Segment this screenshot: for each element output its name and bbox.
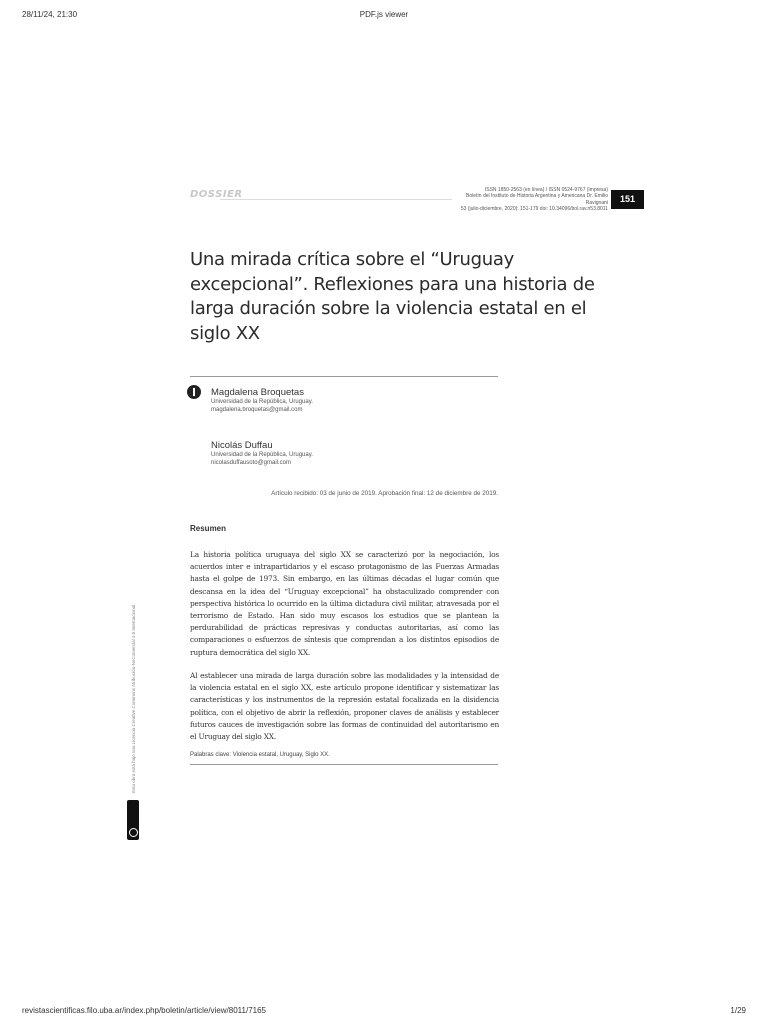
- print-footer: [0, 1000, 768, 1024]
- page-count: 1/29: [730, 1006, 746, 1015]
- author-name: Nicolás Duffau: [211, 440, 273, 451]
- print-datetime: 28/11/24, 21:30: [22, 10, 78, 19]
- author-email[interactable]: magdalena.broquetas@gmail.com: [211, 407, 303, 414]
- section-divider: [220, 199, 452, 200]
- author-name: Magdalena Broquetas: [211, 387, 304, 398]
- orcid-icon[interactable]: [187, 385, 201, 399]
- article-dates: Artículo recibido: 03 de junio de 2019. Aprobación final: 12 de diciembre de 2019.: [271, 490, 498, 497]
- author-affiliation: Universidad de la República, Uruguay.: [211, 452, 313, 458]
- page-url: revistascientificas.filo.uba.ar/index.php/boletin/article/view/8011/7165: [22, 1006, 266, 1015]
- keywords-divider: [190, 764, 498, 765]
- issn-block: [448, 187, 608, 212]
- section-label: DOSSIER: [190, 189, 243, 200]
- abstract-paragraph: Al establecer una mirada de larga duración sobre las modalidades y la intensidad de la violencia estatal en el siglo XX, este artículo propone identificar y sistematizar las características y los instrumentos de la represión estatal focalizada en la disidencia política, con el objetivo de abrir la reflexión, proponer claves de análisis y establecer futuros cauces de investigación sobre las formas de continuidad del autoritarismo en el Uruguay del siglo XX.: [190, 671, 499, 742]
- journal-line: Boletín del Instituto de Historia Argentina y Americana Dr. Emilio Ravignani: [465, 193, 608, 206]
- issn-line: ISSN 1850-2563 (en línea) / ISSN 0524-9767 (impresa): [484, 187, 608, 193]
- creative-commons-icon[interactable]: [127, 800, 139, 840]
- print-title: PDF.js viewer: [359, 10, 409, 19]
- page-number-badge: 151: [611, 190, 644, 209]
- title-divider: [190, 376, 498, 377]
- author-block: [211, 387, 313, 415]
- license-notice: [131, 553, 139, 793]
- author-email[interactable]: nicolasduffausoto@gmail.com: [211, 460, 292, 467]
- author-block: [211, 440, 313, 468]
- abstract-paragraph: La historia política uruguaya del siglo XX se caracterizó por la negociación, los acuerdos inter e intrapartidarios y el escaso protagonismo de las Fuerzas Armadas hasta el golpe de 1973. Sin embargo, en las últimas décadas el lugar común que descansa en la idea del “Uruguay excepcional” ha obstaculizado comprender con perspectiva histórica lo ocurrido en la última dictadura civil militar, atravesada por el terrorismo de Estado. Han sido muy escasos los estudios que se plantean la perdurabilidad de prácticas represivas y conductas autoritarias, así como las comparaciones o esfuerzos de síntesis que comprendan a los distintos episodios de ruptura democrática del siglo XX.: [190, 550, 499, 657]
- print-header: [0, 0, 768, 30]
- author-affiliation: Universidad de la República, Uruguay.: [211, 399, 313, 405]
- abstract-heading: Resumen: [190, 524, 227, 533]
- pdf-page: [124, 168, 652, 878]
- doi-line: 53 (julio-diciembre, 2020): 151-179 doi: 10.34096/bol.rav.n53.8011: [460, 205, 608, 212]
- keywords: Palabras clave: Violencia estatal, Uruguay, Siglo XX.: [190, 752, 330, 758]
- license-text: Esta obra está bajo una Licencia Creative Commons Atribución-NoComercial 4.0 Internacional: [131, 604, 136, 793]
- article-title: Una mirada crítica sobre el “Uruguay excepcional”. Reflexiones para una historia de larga duración sobre la violencia estatal en el siglo XX: [190, 249, 595, 344]
